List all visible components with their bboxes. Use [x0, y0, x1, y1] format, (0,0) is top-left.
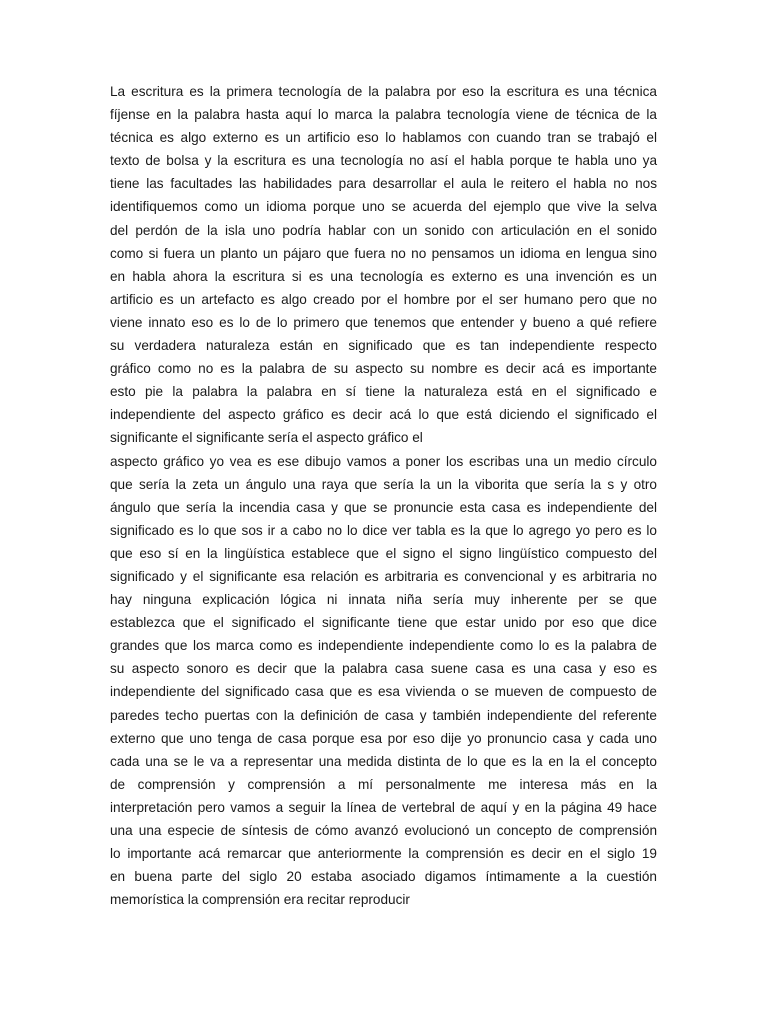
- text-line: aspecto gráfico yo vea es ese dibujo vamos a poner los escribas una un medio círculo: [110, 453, 657, 469]
- text-line: viene innato eso es lo de lo primero que tenemos que entender y bueno a qué refiere: [110, 314, 657, 330]
- text-line: fíjense en la palabra hasta aquí lo marca la palabra tecnología viene de técnica de la: [110, 107, 657, 123]
- paragraph-1: [110, 80, 657, 450]
- text-line: técnica es algo externo es un artificio eso lo hablamos con cuando tran se trabajó el: [110, 130, 657, 146]
- text-line: independiente del aspecto gráfico es decir acá lo que está diciendo el significado el: [110, 407, 657, 423]
- text-line: La escritura es la primera tecnología de la palabra por eso la escritura es una técnica: [110, 84, 657, 99]
- text-line: cada una se le va a representar una medida distinta de lo que es la en la el concepto: [110, 753, 657, 769]
- text-line: ángulo que sería la incendia casa y que se pronuncie esta casa es independiente del: [110, 499, 657, 515]
- document-body: [110, 80, 657, 911]
- text-line: identifiquemos como un idioma porque uno se acuerda del ejemplo que vive la selva: [110, 199, 657, 215]
- text-line: gráfico como no es la palabra de su aspecto su nombre es decir acá es importante: [110, 361, 657, 377]
- text-line: hay ninguna explicación lógica ni innata niña sería muy inherente per se que: [110, 592, 657, 608]
- text-line: como si fuera un planto un pájaro que fuera no no pensamos un idioma en lengua sino: [110, 245, 657, 261]
- text-line: esto pie la palabra la palabra en sí tiene la naturaleza está en el significado e: [110, 384, 657, 400]
- text-line: su aspecto sonoro es decir que la palabra casa suene casa es una casa y eso es: [110, 661, 657, 677]
- text-line: de comprensión y comprensión a mí personalmente me interesa más en la: [110, 776, 657, 792]
- text-line: texto de bolsa y la escritura es una tecnología no así el habla porque te habla uno ya: [110, 153, 657, 169]
- text-line: paredes techo puertas con la definición de casa y también independiente del referente: [110, 707, 657, 723]
- text-line: su verdadera naturaleza están en significado que es tan independiente respecto: [110, 338, 657, 354]
- text-line: significado y el significante esa relación es arbitraria es convencional y es arbitraria no: [110, 568, 657, 584]
- text-line: en buena parte del siglo 20 estaba asociado digamos íntimamente a la cuestión: [110, 869, 657, 885]
- text-line: grandes que los marca como es independiente independiente como lo es la palabra de: [110, 638, 657, 654]
- text-line: significante el significante sería el aspecto gráfico el: [110, 430, 423, 446]
- text-line: artificio es un artefacto es algo creado por el hombre por el ser humano pero que no: [110, 291, 657, 307]
- text-line: que eso sí en la lingüística establece que el signo el signo lingüístico compuesto del: [110, 545, 657, 561]
- text-line: del perdón de la isla uno podría hablar con un sonido con articulación en el sonido: [110, 222, 657, 238]
- text-line: en habla ahora la escritura si es una tecnología es externo es una invención es un: [110, 268, 657, 284]
- paragraph-2: [110, 450, 657, 912]
- text-line: una una especie de síntesis de cómo avanzó evolucionó un concepto de comprensión: [110, 823, 657, 838]
- text-line: lo importante acá remarcar que anteriormente la comprensión es decir en el siglo 19: [110, 846, 657, 862]
- text-line: externo que uno tenga de casa porque esa por eso dije yo pronuncio casa y cada uno: [110, 730, 657, 746]
- text-line: significado es lo que sos ir a cabo no lo dice ver tabla es la que lo agrego yo pero es lo: [110, 522, 657, 538]
- text-line: establezca que el significado el significante tiene que estar unido por eso que dice: [110, 615, 657, 631]
- text-line: memorística la comprensión era recitar reproducir: [110, 892, 410, 908]
- text-line: interpretación pero vamos a seguir la línea de vertebral de aquí y en la página 49 hace: [110, 799, 657, 815]
- text-line: que sería la zeta un ángulo una raya que sería la un la viborita que sería la s y otro: [110, 476, 657, 492]
- text-line: tiene las facultades las habilidades para desarrollar el aula le reitero el habla no nos: [110, 176, 657, 192]
- text-line: independiente del significado casa que es esa vivienda o se mueven de compuesto de: [110, 684, 657, 700]
